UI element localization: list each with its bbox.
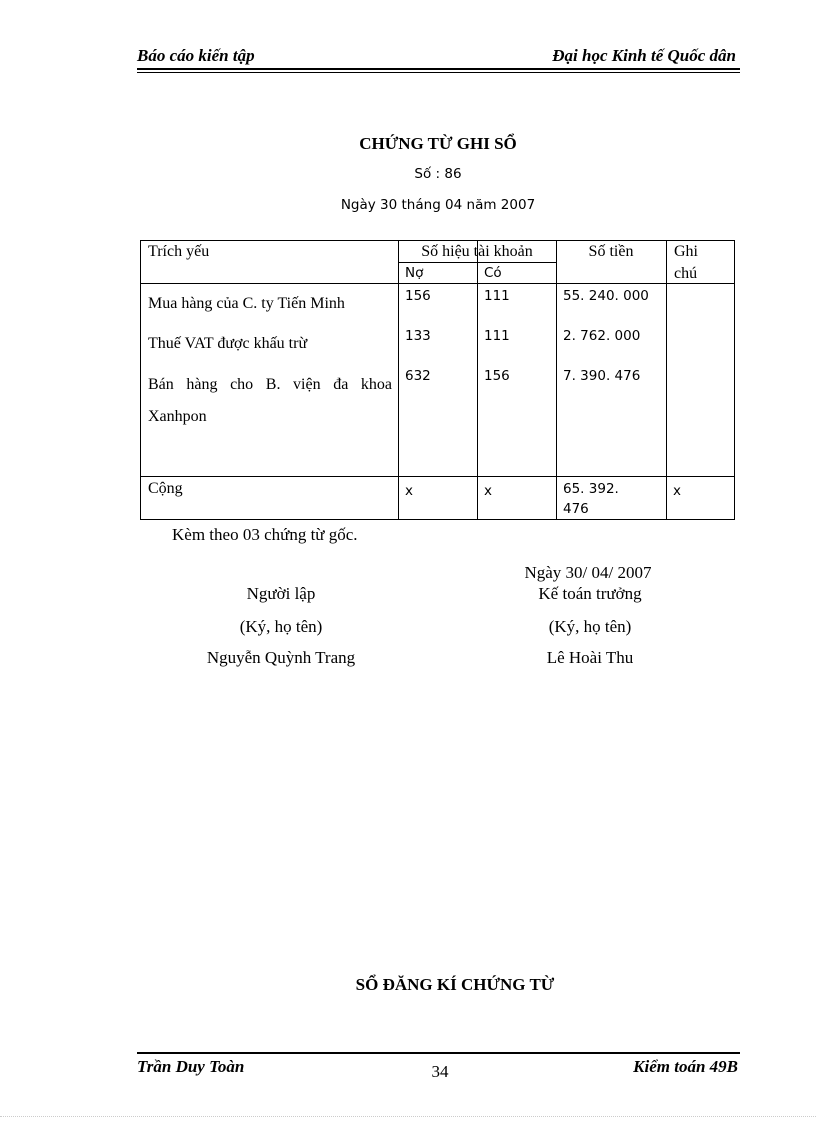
total-amount: 65. 392.	[563, 481, 619, 497]
table-col-divider	[666, 240, 667, 520]
chief-accountant-title: Kế toán trưởng	[538, 584, 642, 603]
row-summary-cont: Xanhpon	[148, 408, 207, 425]
row-debit: 632	[405, 368, 431, 384]
next-section-title: SỔ ĐĂNG KÍ CHỨNG TỪ	[355, 975, 555, 994]
document-date: Ngày 30 tháng 04 năm 2007	[340, 197, 536, 213]
header-account-code: Số hiệu tài khoản	[421, 243, 533, 260]
page-bottom-edge	[0, 1116, 816, 1117]
table-header-bottom	[140, 283, 735, 284]
attachment-note: Kèm theo 03 chứng từ gốc.	[172, 525, 358, 544]
preparer-name: Nguyễn Quỳnh Trang	[206, 648, 356, 667]
row-credit: 111	[484, 328, 510, 344]
preparer-hint: (Ký, họ tên)	[239, 617, 323, 636]
voucher-table	[140, 240, 735, 520]
footer-left: Trần Duy Toàn	[137, 1057, 245, 1076]
chief-accountant-name: Lê Hoài Thu	[546, 648, 634, 667]
document-title: CHỨNG TỪ GHI SỔ	[359, 134, 517, 153]
preparer-title: Người lập	[246, 584, 316, 603]
header-note: chú	[674, 265, 698, 282]
row-debit: 133	[405, 328, 431, 344]
signature-date: Ngày 30/ 04/ 2007	[524, 563, 652, 582]
header-amount: Số tiền	[588, 243, 634, 260]
row-amount: 7. 390. 476	[563, 368, 641, 384]
table-border-top	[140, 240, 735, 241]
footer-right: Kiểm toán 49B	[633, 1057, 738, 1076]
row-summary: Bán hàng cho B. viện đa khoa	[148, 376, 392, 393]
table-col-divider	[556, 240, 557, 520]
header-note: Ghi	[674, 243, 698, 260]
header-debit: Nợ	[405, 265, 424, 281]
total-note: x	[673, 483, 681, 499]
header-rule-thin	[137, 72, 740, 73]
table-border-right	[734, 240, 735, 520]
total-amount-cont: 476	[563, 501, 589, 517]
total-credit: x	[484, 483, 492, 499]
row-summary: Thuế VAT được khấu trừ	[148, 335, 308, 352]
footer-rule	[137, 1052, 740, 1054]
table-col-divider	[398, 240, 399, 520]
document-number: Số : 86	[414, 166, 462, 182]
header-left: Báo cáo kiến tập	[137, 46, 255, 65]
page-number: 34	[431, 1062, 449, 1081]
row-amount: 2. 762. 000	[563, 328, 641, 344]
row-credit: 156	[484, 368, 510, 384]
header-rule	[137, 68, 740, 70]
table-total-divider	[140, 476, 735, 477]
table-col-divider	[477, 240, 478, 520]
row-credit: 111	[484, 288, 510, 304]
chief-accountant-hint: (Ký, họ tên)	[548, 617, 632, 636]
table-border-left	[140, 240, 141, 520]
total-debit: x	[405, 483, 413, 499]
header-credit: Có	[484, 265, 502, 281]
table-border-bottom	[140, 519, 735, 520]
total-label: Cộng	[148, 480, 183, 497]
header-right: Đại học Kinh tế Quốc dân	[552, 46, 736, 65]
row-amount: 55. 240. 000	[563, 288, 649, 304]
row-debit: 156	[405, 288, 431, 304]
row-summary: Mua hàng của C. ty Tiến Minh	[148, 295, 345, 312]
header-summary: Trích yếu	[148, 243, 210, 260]
